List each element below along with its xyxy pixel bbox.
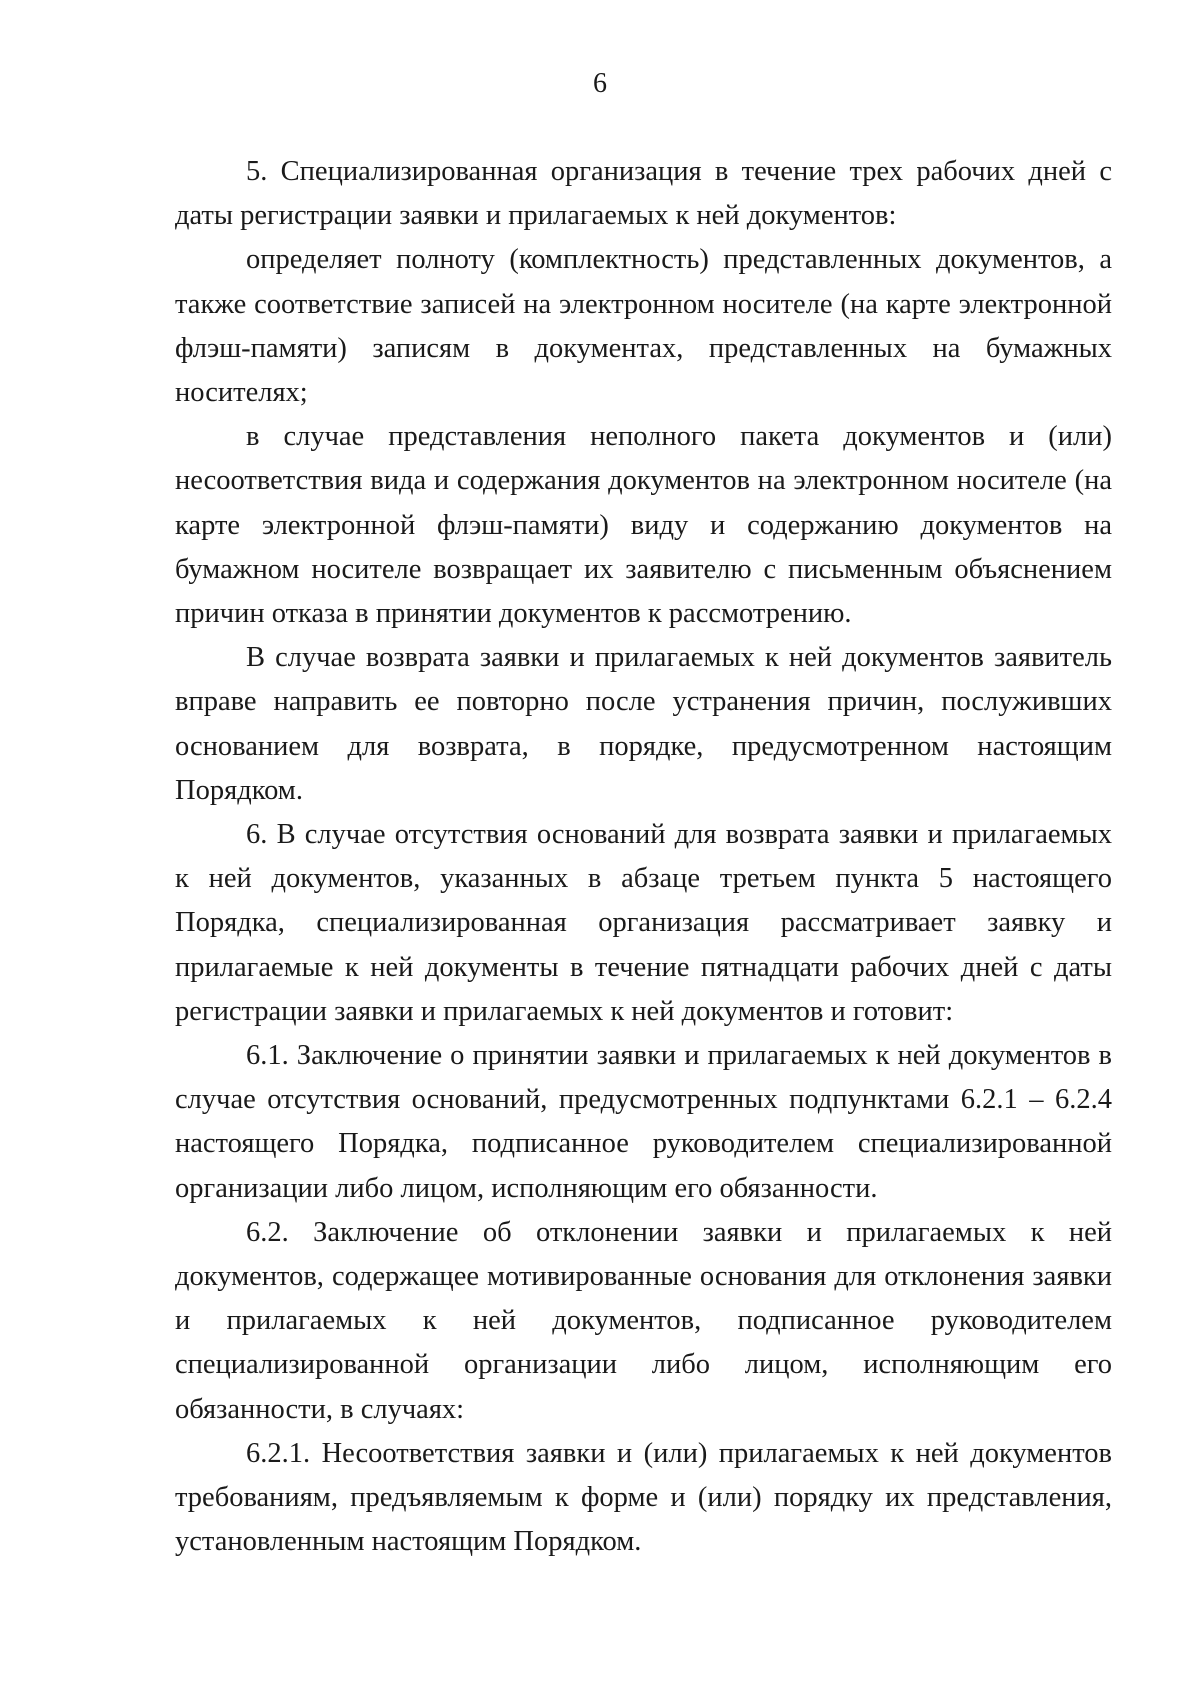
paragraph-completeness-check: определяет полноту (комплектность) представленных документов, а также соответствие записей на электронном носителе (на карте электронной флэш-памяти) записям в документах, представленных на бумажных носителях; (175, 244, 1112, 409)
paragraph-item-6-2-1: 6.2.1. Несоответствия заявки и (или) прилагаемых к ней документов требованиям, предъявляемым к форме и (или) порядку их представления, установленным настоящим Порядком. (175, 1437, 1112, 1558)
page-number: 6 (593, 68, 607, 99)
document-body (175, 150, 1112, 1565)
paragraph-incomplete-return: в случае представления неполного пакета документов и (или) несоответствия вида и содержания документов на электронном носителе (на карте электронной флэш-памяти) виду и содержанию документов на бумажном носителе возвращает их заявителю с письменным объяснением причин отказа в принятии документов к рассмотрению. (175, 421, 1112, 630)
paragraph-item-6-2: 6.2. Заключение об отклонении заявки и прилагаемых к ней документов, содержащее мотивированные основания для отклонения заявки и прилагаемых к ней документов, подписанное руководителем специализированной организации либо лицом, исполняющим его обязанности, в случаях: (175, 1216, 1112, 1425)
paragraph-item-6: 6. В случае отсутствия оснований для возврата заявки и прилагаемых к ней документов, указанных в абзаце третьем пункта 5 настоящего Порядка, специализированная организация рассматривает заявку и прилагаемые к ней документы в течение пятнадцати рабочих дней с даты регистрации заявки и прилагаемых к ней документов и готовит: (175, 819, 1112, 1027)
paragraph-resubmission: В случае возврата заявки и прилагаемых к ней документов заявитель вправе направить ее повторно после устранения причин, послуживших основанием для возврата, в порядке, предусмотренном настоящим Порядком. (175, 642, 1112, 806)
paragraph-item-5: 5. Специализированная организация в течение трех рабочих дней с даты регистрации заявки и прилагаемых к ней документов: (175, 156, 1112, 232)
paragraph-item-6-1: 6.1. Заключение о принятии заявки и прилагаемых к ней документов в случае отсутствия оснований, предусмотренных подпунктами 6.2.1 – 6.2.4 настоящего Порядка, подписанное руководителем специализированной организации либо лицом, исполняющим его обязанности. (175, 1040, 1112, 1204)
